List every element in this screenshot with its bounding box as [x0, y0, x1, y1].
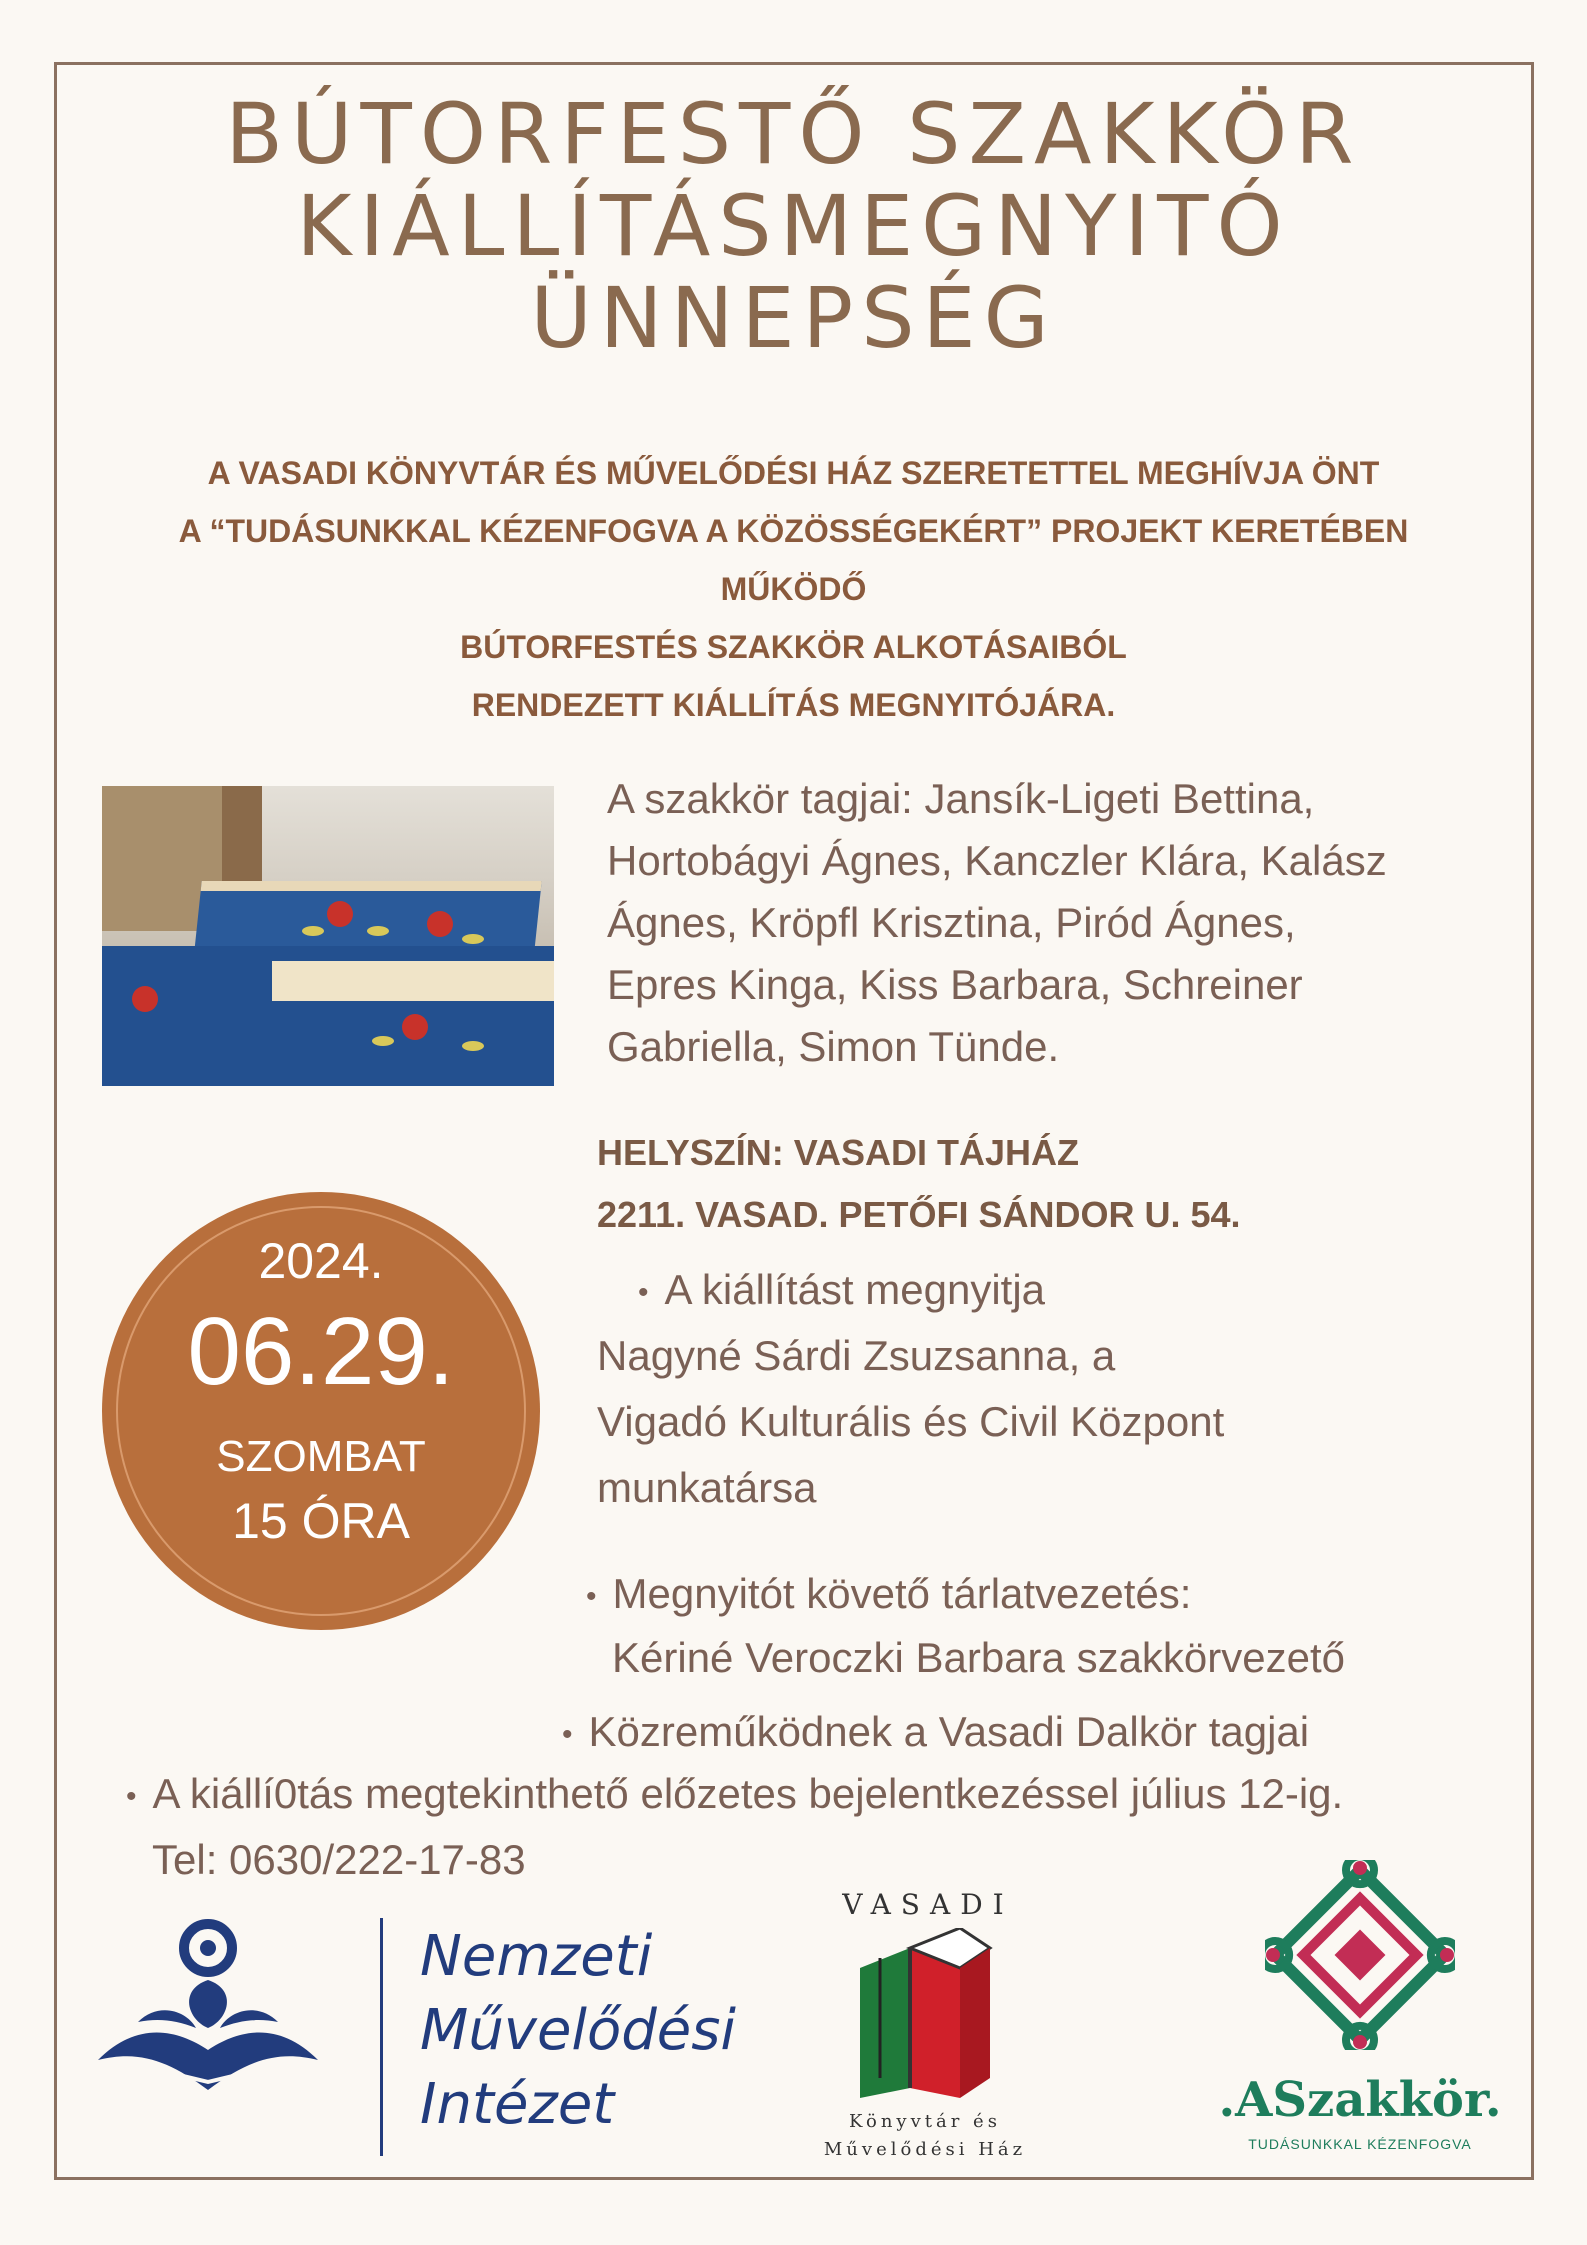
- nmi-line-3: Intézet: [420, 2072, 615, 2137]
- location: [597, 1122, 1241, 1246]
- members-list: [607, 768, 1527, 1078]
- nmi-line-1: Nemzeti: [420, 1924, 653, 1989]
- intro-line-2: A “TUDÁSUNKKAL KÉZENFOGVA A KÖZÖSSÉGEKÉRT” PROJEKT KERETÉBEN: [178, 513, 1409, 549]
- members-line-3: Ágnes, Kröpfl Krisztina, Piród Ágnes,: [607, 899, 1296, 946]
- date-day-month: 06.29.: [187, 1298, 455, 1405]
- invitation-text: [60, 444, 1527, 734]
- nmi-line-2: Művelődési: [420, 1998, 736, 2063]
- date-hour: 15 ÓRA: [232, 1493, 410, 1549]
- date-year: 2024.: [258, 1233, 384, 1289]
- choir-text: Közreműködnek a Vasadi Dalkör tagjai: [588, 1708, 1310, 1755]
- nmi-emblem-icon: [78, 1910, 338, 2100]
- page-title: [0, 85, 1587, 367]
- members-line-5: Gabriella, Simon Tünde.: [607, 1023, 1060, 1070]
- opening-line-1: A kiállítást megnyitja: [664, 1266, 1046, 1313]
- opening-line-3: Vigadó Kulturális és Civil Központ: [597, 1398, 1225, 1445]
- book-icon: [850, 1928, 1000, 2098]
- vasadi-sub-line-1: Könyvtár és: [849, 2111, 1001, 2132]
- intro-line-4: BÚTORFESTÉS SZAKKÖR ALKOTÁSAIBÓL: [460, 629, 1127, 665]
- title-line-1: BÚTORFESTŐ SZAKKÖR: [225, 85, 1362, 183]
- vasadi-sub-line-2: Művelődési Ház: [823, 2139, 1027, 2160]
- opening-line-2: Nagyné Sárdi Zsuzsanna, a: [597, 1332, 1116, 1379]
- vasadi-logo-title: VASADI: [842, 1888, 1014, 1921]
- members-line-1: A szakkör tagjai: Jansík-Ligeti Bettina,: [607, 775, 1315, 822]
- tour-bullet: [586, 1562, 1191, 1629]
- date-badge: [102, 1192, 540, 1630]
- visit-line-1: A kiállí0tás megtekinthető előzetes bejelentkezéssel július 12-ig.: [152, 1770, 1344, 1817]
- nmi-logo-text: [420, 1920, 736, 2142]
- intro-line-3: MŰKÖDŐ: [720, 571, 867, 607]
- aszakkor-logo-name: .ASzakkör.: [1218, 2072, 1502, 2128]
- location-address: 2211. VASAD. PETŐFI SÁNDOR U. 54.: [597, 1194, 1241, 1235]
- date-weekday: SZOMBAT: [216, 1432, 426, 1481]
- members-line-2: Hortobágyi Ágnes, Kanczler Klára, Kalász: [607, 837, 1387, 884]
- tour-line-1: Megnyitót követő tárlatvezetés:: [612, 1570, 1192, 1617]
- choir-bullet: [562, 1700, 1309, 1767]
- intro-line-5: RENDEZETT KIÁLLÍTÁS MEGNYITÓJÁRA.: [471, 687, 1116, 723]
- opening-bullet: [638, 1258, 1045, 1325]
- opening-line-4: munkatársa: [597, 1464, 817, 1511]
- title-line-3: ÜNNEPSÉG: [530, 269, 1057, 367]
- vasadi-logo-subtitle: [790, 2108, 1060, 2164]
- members-line-4: Epres Kinga, Kiss Barbara, Schreiner: [607, 961, 1303, 1008]
- intro-line-1: A VASADI KÖNYVTÁR ÉS MŰVELŐDÉSI HÁZ SZERETETTEL MEGHÍVJA ÖNT: [207, 455, 1380, 491]
- folk-ornament-icon: [1265, 1860, 1455, 2050]
- painted-boxes-photo: [102, 786, 554, 1086]
- aszakkor-logo-tagline: TUDÁSUNKKAL KÉZENFOGVA: [1248, 2136, 1472, 2152]
- visit-bullet: [126, 1762, 1343, 1829]
- phone-number: Tel: 0630/222-17-83: [152, 1836, 526, 1883]
- location-name: HELYSZÍN: VASADI TÁJHÁZ: [597, 1132, 1080, 1173]
- tour-line-2: Kériné Veroczki Barbara szakkörvezető: [612, 1634, 1346, 1681]
- title-line-2: KIÁLLÍTÁSMEGNYITÓ: [296, 177, 1291, 275]
- nmi-divider: [380, 1918, 383, 2156]
